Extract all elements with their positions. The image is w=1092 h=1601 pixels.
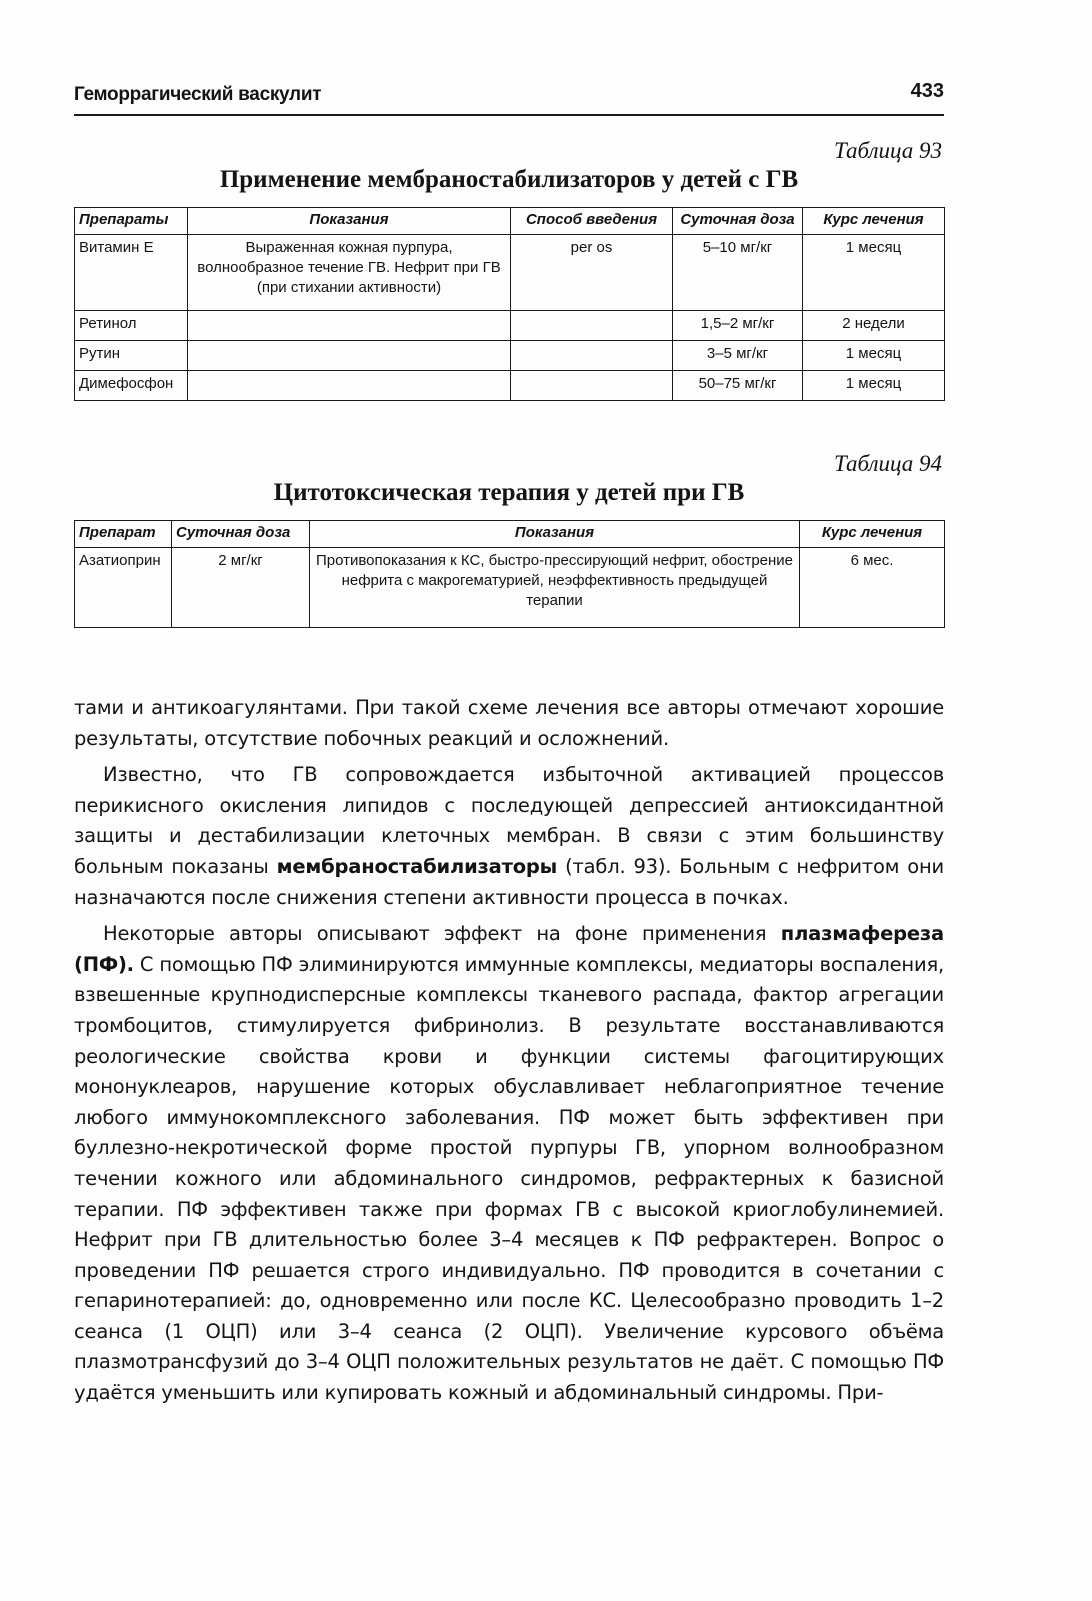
- table-cell: 1 месяц: [803, 371, 945, 401]
- table-93-title: Применение мембраностабилизаторов у детей с ГВ: [219, 166, 799, 193]
- table-cell: 6 мес.: [800, 548, 945, 628]
- table-94-title: Цитотоксическая терапия у детей при ГВ: [273, 479, 745, 506]
- column-header: Курс лечения: [800, 521, 945, 548]
- table-cell: 2 мг/кг: [172, 548, 310, 628]
- table-cell: [188, 341, 511, 371]
- column-header: Суточная доза: [172, 521, 310, 548]
- paragraph: [74, 760, 944, 913]
- bold-term: мембраностабилизаторы: [276, 854, 558, 878]
- table-94-label: Таблица 94: [833, 451, 942, 476]
- paragraph-text: Известно, что ГВ сопровождается избыточной активацией процессов перикисного окисления липидов с последующей депрессией антиоксидантной защиты и дестабилизации клеточных мембран. В связи с этим большинству больным показаны: [74, 763, 944, 878]
- table-cell: Азатиоприн: [75, 548, 172, 628]
- table-93: [74, 207, 945, 401]
- paragraph: [74, 919, 944, 1409]
- column-header: Суточная доза: [673, 208, 803, 235]
- table-cell: [511, 341, 673, 371]
- column-header: Способ введения: [511, 208, 673, 235]
- column-header: Курс лечения: [803, 208, 945, 235]
- paragraph-text: (табл. 93). Больным с нефритом они назначаются после снижения степени активности процесса в почках.: [74, 854, 944, 909]
- paragraph-text: С помощью ПФ элиминируются иммунные комплексы, медиаторы воспаления, взвешенные крупнодисперсные комплексы тканевого распада, фактор агрегации тромбоцитов, стимулируется фибринолиз. В результате восстанавливаются реологические свойства крови и функции системы фагоцитирующих мононуклеаров, нарушение которых обуславливает неблагоприятное течение любого иммунокомплексного заболевания. ПФ может быть эффективен при буллезно-некротической форме простой пурпуры ГВ, упорном волнообразном течении кожного или абдоминального синдромов, рефрактерных к базисной терапии. ПФ эффективен также при формах ГВ с высокой криоглобулинемией. Нефрит при ГВ длительностью более 3–4 месяцев к ПФ рефрактерен. Вопрос о проведении ПФ решается строго индивидуально. ПФ проводится в сочетании с гепаринотерапией: до, одновременно или после КС. Целесообразно проводить 1–2 сеанса (1 ОЦП) или 3–4 сеанса (2 ОЦП). Увеличение курсового объёма плазмотрансфузий до 3–4 ОЦП положительных результатов не даёт. С помощью ПФ удаётся уменьшить или купировать кожный и абдоминальный синдромы. При-: [74, 952, 944, 1405]
- table-cell: 2 недели: [803, 311, 945, 341]
- table-cell: 3–5 мг/кг: [673, 341, 803, 371]
- table-cell: [188, 371, 511, 401]
- table-cell: [188, 311, 511, 341]
- table-cell: 5–10 мг/кг: [673, 235, 803, 311]
- column-header: Показания: [310, 521, 800, 548]
- table-row: [75, 311, 945, 341]
- column-header: Показания: [188, 208, 511, 235]
- table-header-row: [75, 521, 945, 548]
- page-number: 433: [910, 80, 944, 102]
- paragraph-text: Некоторые авторы описывают эффект на фоне применения: [103, 922, 781, 946]
- table-cell: per os: [511, 235, 673, 311]
- bold-term: плазмафереза (ПФ).: [74, 922, 944, 976]
- header-rule: [74, 114, 944, 116]
- column-header: Препарат: [75, 521, 172, 548]
- paragraph: [74, 693, 944, 754]
- table-cell: Противопоказания к КС, быстро-прессирующий нефрит, обострение нефрита с макрогематурией, неэффективность предыдущей терапии: [310, 548, 800, 628]
- table-cell: Димефосфон: [75, 371, 188, 401]
- paragraph-text: тами и антикоагулянтами. При такой схеме лечения все авторы отмечают хорошие результаты, отсутствие побочных реакций и осложнений.: [74, 696, 944, 750]
- table-cell: 1,5–2 мг/кг: [673, 311, 803, 341]
- table-row: [75, 235, 945, 311]
- table-cell: 1 месяц: [803, 341, 945, 371]
- body-text: [74, 693, 944, 1415]
- table-row: [75, 548, 945, 628]
- table-row: [75, 371, 945, 401]
- running-title: Геморрагический васкулит: [74, 84, 322, 105]
- column-header: Препараты: [75, 208, 188, 235]
- table-cell: 50–75 мг/кг: [673, 371, 803, 401]
- table-93-label: Таблица 93: [833, 138, 942, 163]
- table-cell: Витамин Е: [75, 235, 188, 311]
- table-header-row: [75, 208, 945, 235]
- table-cell: Ретинол: [75, 311, 188, 341]
- table-cell: 1 месяц: [803, 235, 945, 311]
- table-row: [75, 341, 945, 371]
- table-cell: Выраженная кожная пурпура, волнообразное течение ГВ. Нефрит при ГВ (при стихании активности): [188, 235, 511, 311]
- table-cell: Рутин: [75, 341, 188, 371]
- table-cell: [511, 311, 673, 341]
- table-cell: [511, 371, 673, 401]
- table-94: [74, 520, 945, 628]
